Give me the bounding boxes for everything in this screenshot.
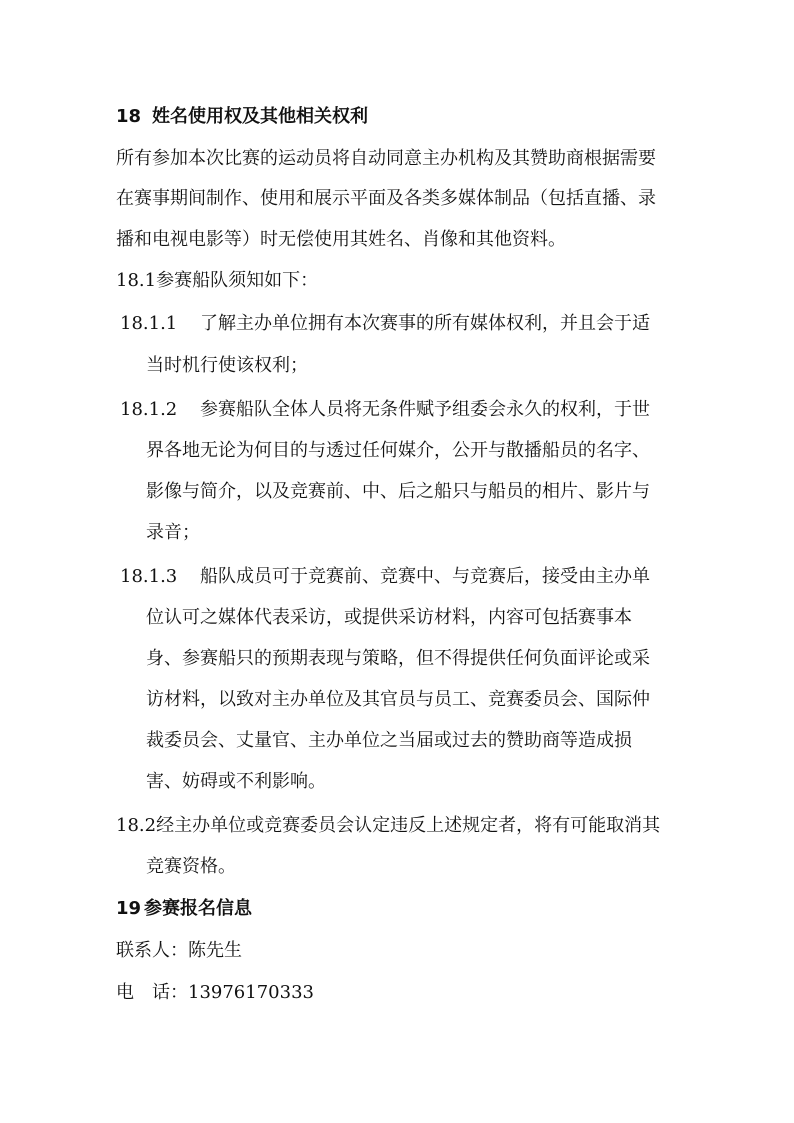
item-text: 身、参赛船只的预期表现与策略，但不得提供任何负面评论或采 (146, 648, 650, 669)
contact-value: 陈先生 (188, 940, 242, 961)
item-number: 18.1.2 (120, 399, 178, 420)
subsection-18-1-text: 18.1参赛船队须知如下： (116, 270, 319, 291)
contact-label: 联系人： (116, 940, 188, 961)
phone-label: 电 话： (116, 982, 188, 1003)
intro-text: 播和电视电影等）时无偿使用其姓名、肖像和其他资料。 (116, 229, 566, 250)
item-text: 了解主办单位拥有本次赛事的所有媒体权利，并且会于适 (200, 313, 650, 334)
item-text: 位认可之媒体代表采访，或提供采访材料，内容可包括赛事本 (146, 607, 632, 628)
item-text: 当时机行使该权利； (146, 355, 308, 376)
section-19-title: 参赛报名信息 (144, 898, 252, 919)
phone-value: 13976170333 (188, 982, 314, 1003)
item-number: 18.1.1 (120, 313, 178, 334)
intro-text: 在赛事期间制作、使用和展示平面及各类多媒体制品（包括直播、录 (116, 188, 656, 209)
section-18-title: 姓名使用权及其他相关权利 (152, 106, 368, 127)
item-text: 裁委员会、丈量官、主办单位之当届或过去的赞助商等造成损 (146, 730, 632, 751)
item-number: 18.1.3 (120, 566, 178, 587)
subsection-18-2-text: 竞赛资格。 (146, 856, 236, 877)
section-19-number: 19 (116, 898, 142, 919)
item-text: 界各地无论为何目的与透过任何媒介，公开与散播船员的名字、 (146, 440, 650, 461)
section-18-number: 18 (116, 106, 142, 127)
item-text: 影像与简介，以及竞赛前、中、后之船只与船员的相片、影片与 (146, 481, 650, 502)
subsection-18-2-text: 18.2经主办单位或竞赛委员会认定违反上述规定者，将有可能取消其 (116, 815, 661, 836)
item-text: 访材料，以致对主办单位及其官员与员工、竞赛委员会、国际仲 (146, 689, 650, 710)
item-text: 录音； (146, 522, 200, 543)
item-text: 害、妨碍或不利影响。 (146, 771, 326, 792)
item-text: 参赛船队全体人员将无条件赋予组委会永久的权利，于世 (200, 399, 650, 420)
item-text: 船队成员可于竞赛前、竞赛中、与竞赛后，接受由主办单 (200, 566, 650, 587)
intro-text: 所有参加本次比赛的运动员将自动同意主办机构及其赞助商根据需要 (116, 148, 656, 169)
